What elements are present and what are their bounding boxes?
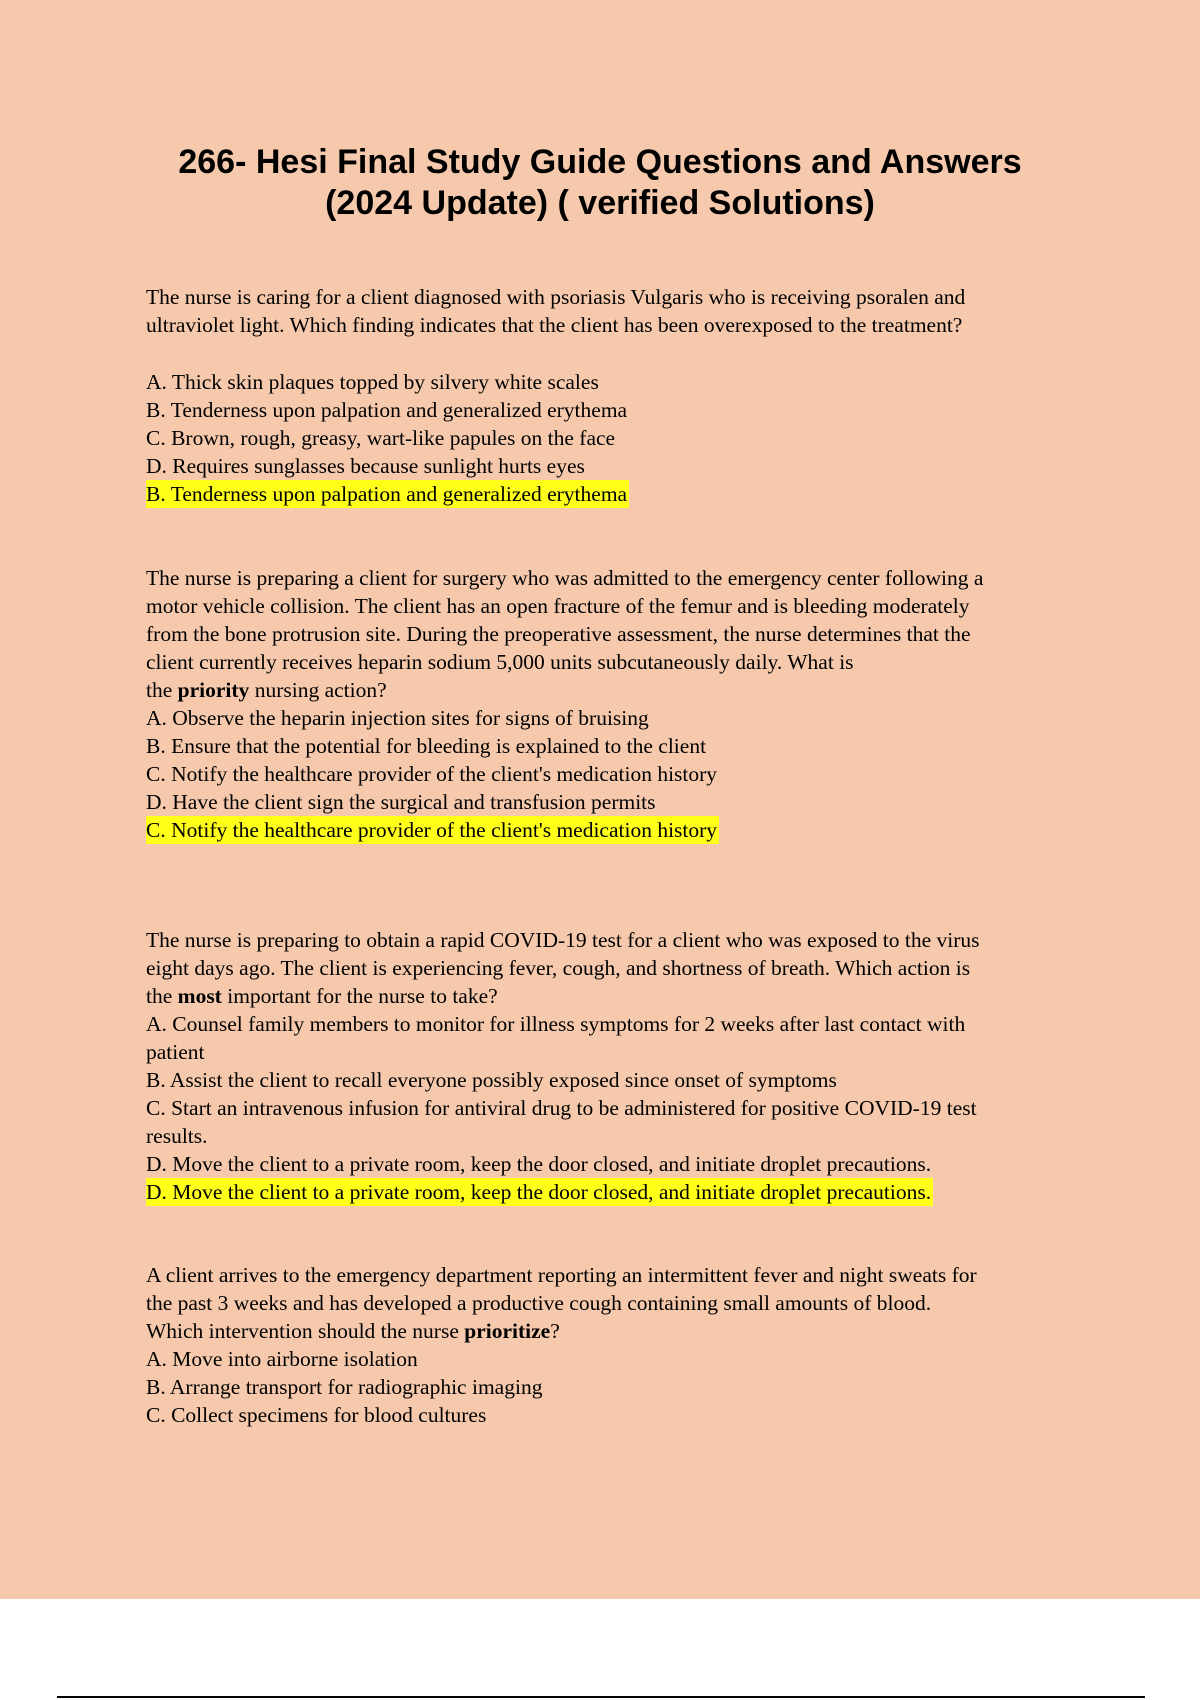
title-line-1: 266- Hesi Final Study Guide Questions and Answers <box>178 143 1022 181</box>
option-b: B. Tenderness upon palpation and generalized erythema <box>146 398 628 422</box>
option-b: B. Arrange transport for radiographic imaging <box>146 1375 543 1399</box>
question-3 <box>146 926 1096 1206</box>
question-2 <box>146 564 1096 844</box>
option-a: A. Move into airborne isolation <box>146 1347 418 1371</box>
option-c: C. Start an intravenous infusion for antiviral drug to be administered for positive COVID-19 test <box>146 1096 977 1120</box>
option-a-continued: patient <box>146 1040 205 1064</box>
question-stem-line: the past 3 weeks and has developed a productive cough containing small amounts of blood. <box>146 1291 932 1315</box>
option-b: B. Ensure that the potential for bleeding is explained to the client <box>146 734 707 758</box>
option-d: D. Move the client to a private room, keep the door closed, and initiate droplet precautions. <box>146 1152 932 1176</box>
question-1-options <box>146 368 1096 508</box>
option-c-continued: results. <box>146 1124 208 1148</box>
question-1-stem <box>146 283 1096 339</box>
highlighted-answer: C. Notify the healthcare provider of the client's medication history <box>146 818 718 842</box>
emphasis-prioritize: prioritize <box>464 1319 551 1343</box>
highlighted-answer: D. Move the client to a private room, keep the door closed, and initiate droplet precautions. <box>146 1180 932 1204</box>
stem-text: the <box>146 678 178 702</box>
stem-text: important for the nurse to take? <box>221 984 498 1008</box>
question-stem-line: A client arrives to the emergency department reporting an intermittent fever and night sweats for <box>146 1263 977 1287</box>
question-stem-line <box>146 982 1096 1010</box>
highlighted-answer: B. Tenderness upon palpation and generalized erythema <box>146 482 628 506</box>
option-c: C. Notify the healthcare provider of the client's medication history <box>146 762 718 786</box>
emphasis-priority: priority <box>177 678 250 702</box>
question-stem-line: ultraviolet light. Which finding indicates that the client has been overexposed to the treatment? <box>146 313 963 337</box>
option-a: A. Observe the heparin injection sites for signs of bruising <box>146 706 649 730</box>
question-stem-line: The nurse is preparing to obtain a rapid COVID-19 test for a client who was exposed to the virus <box>146 928 980 952</box>
option-a: A. Counsel family members to monitor for illness symptoms for 2 weeks after last contact with <box>146 1012 966 1036</box>
title-line-2: (2024 Update) ( verified Solutions) <box>325 184 875 222</box>
stem-text: the <box>146 984 178 1008</box>
question-stem-line: The nurse is preparing a client for surgery who was admitted to the emergency center following a <box>146 566 984 590</box>
option-d: D. Have the client sign the surgical and transfusion permits <box>146 790 656 814</box>
emphasis-most: most <box>177 984 222 1008</box>
question-4 <box>146 1261 1096 1429</box>
question-stem-line: from the bone protrusion site. During the preoperative assessment, the nurse determines that the <box>146 622 971 646</box>
stem-text: Which intervention should the nurse <box>146 1319 465 1343</box>
question-stem-line: eight days ago. The client is experiencing fever, cough, and shortness of breath. Which action is <box>146 956 971 980</box>
footer-divider <box>57 1696 1145 1698</box>
option-c: C. Brown, rough, greasy, wart-like papules on the face <box>146 426 616 450</box>
option-d: D. Requires sunglasses because sunlight hurts eyes <box>146 454 585 478</box>
stem-text: ? <box>550 1319 560 1343</box>
document-title <box>0 142 1200 224</box>
option-b: B. Assist the client to recall everyone possibly exposed since onset of symptoms <box>146 1068 837 1092</box>
option-c: C. Collect specimens for blood cultures <box>146 1403 487 1427</box>
stem-text: nursing action? <box>249 678 387 702</box>
question-stem-line <box>146 1317 1096 1345</box>
question-stem-line: The nurse is caring for a client diagnosed with psoriasis Vulgaris who is receiving psoralen and <box>146 285 966 309</box>
question-stem-line <box>146 676 1096 704</box>
question-stem-line: motor vehicle collision. The client has an open fracture of the femur and is bleeding moderately <box>146 594 970 618</box>
question-stem-line: client currently receives heparin sodium 5,000 units subcutaneously daily. What is <box>146 650 854 674</box>
option-a: A. Thick skin plaques topped by silvery white scales <box>146 370 599 394</box>
